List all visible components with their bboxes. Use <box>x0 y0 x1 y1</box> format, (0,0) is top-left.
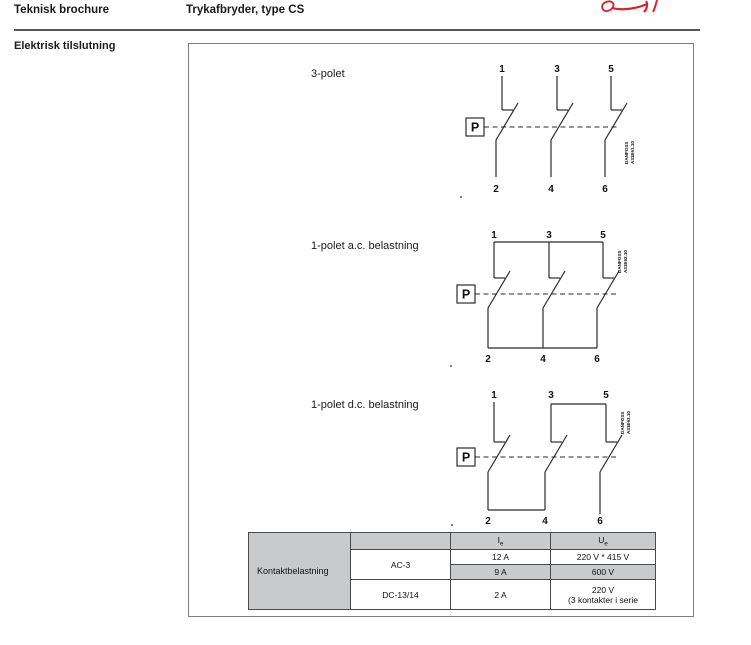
ac-current-cell: 12 A <box>451 550 551 565</box>
maker-name: DANFOSS <box>624 141 629 164</box>
terminal-number: 4 <box>548 184 554 195</box>
terminal-number: 3 <box>548 390 554 401</box>
terminal-number: 1 <box>491 230 497 241</box>
diagram-1-caption: 3-polet <box>311 68 345 80</box>
drawing-code: A31E63.10 <box>625 411 631 434</box>
diagram-2-caption: 1-polet a.c. belastning <box>311 240 419 252</box>
actuator-linkage <box>457 448 616 466</box>
drawing-number <box>620 411 631 434</box>
contact-load-table <box>248 532 656 610</box>
contact-pole <box>597 242 619 348</box>
terminal-number: 3 <box>546 230 552 241</box>
contact-pole <box>600 404 622 514</box>
terminal-number: 5 <box>600 230 606 241</box>
ink-dot <box>450 365 452 367</box>
drawing-number <box>617 250 628 273</box>
header-left-title: Teknisk brochure <box>14 4 110 16</box>
actuator-linkage <box>457 285 617 303</box>
actuator-letter: P <box>461 450 471 465</box>
terminal-number: 5 <box>603 390 609 401</box>
actuator-letter: P <box>470 120 480 135</box>
ink-dot <box>460 196 462 198</box>
ac-current-cell-2: 9 A <box>451 565 551 580</box>
dc-voltage-line2: (3 kontakter i serie <box>568 594 638 605</box>
dc-voltage-cell <box>551 580 656 610</box>
maker-name: DANFOSS <box>620 411 625 434</box>
terminal-number: 2 <box>493 184 499 195</box>
terminal-number: 1 <box>491 390 497 401</box>
actuator-letter: P <box>461 287 471 302</box>
header-rule <box>14 29 700 31</box>
terminal-number: 6 <box>602 184 608 195</box>
circuit-diagram-1-pole-ac <box>440 225 675 375</box>
terminal-number: 5 <box>608 64 614 75</box>
contact-pole <box>543 242 565 348</box>
ac-voltage-cell: 220 V * 415 V <box>551 550 656 565</box>
circuit-diagram-3-pole <box>440 58 675 208</box>
contact-pole <box>488 402 510 510</box>
dc-current-cell: 2 A <box>451 580 551 610</box>
drawing-number <box>624 141 635 164</box>
document-title: Trykafbryder, type CS <box>186 4 305 16</box>
ink-dot <box>451 524 453 526</box>
drawing-code: A31E61.10 <box>629 141 635 164</box>
dc-voltage-line1: 220 V <box>591 584 615 595</box>
terminal-number: 4 <box>542 516 548 527</box>
drawing-code: A31E62.10 <box>622 250 628 273</box>
diagram-3-caption: 1-polet d.c. belastning <box>311 399 419 411</box>
contact-pole <box>496 76 518 177</box>
empty-header-cell <box>351 533 451 550</box>
table-row-label: Kontaktbelastning <box>249 533 351 610</box>
dc-category-cell: DC-13/14 <box>351 580 451 610</box>
terminal-number: 2 <box>485 354 491 365</box>
terminal-number: 4 <box>540 354 546 365</box>
ac-category-cell: AC-3 <box>351 550 451 580</box>
current-header: $I_e$ <box>451 533 551 550</box>
terminal-number: 1 <box>499 64 505 75</box>
contact-pole <box>488 242 510 348</box>
terminal-number: 6 <box>594 354 600 365</box>
section-label: Elektrisk tilslutning <box>14 40 116 52</box>
table-header-row <box>249 533 656 550</box>
terminal-number: 2 <box>485 516 491 527</box>
voltage-header: $U_e$ <box>551 533 656 550</box>
actuator-linkage <box>466 118 618 136</box>
terminal-number: 3 <box>554 64 560 75</box>
terminal-number: 6 <box>597 516 603 527</box>
danfoss-logo-icon <box>597 0 663 13</box>
ac-voltage-cell-2: 600 V <box>551 565 656 580</box>
circuit-diagram-1-pole-dc <box>440 385 675 535</box>
maker-name: DANFOSS <box>617 250 622 273</box>
